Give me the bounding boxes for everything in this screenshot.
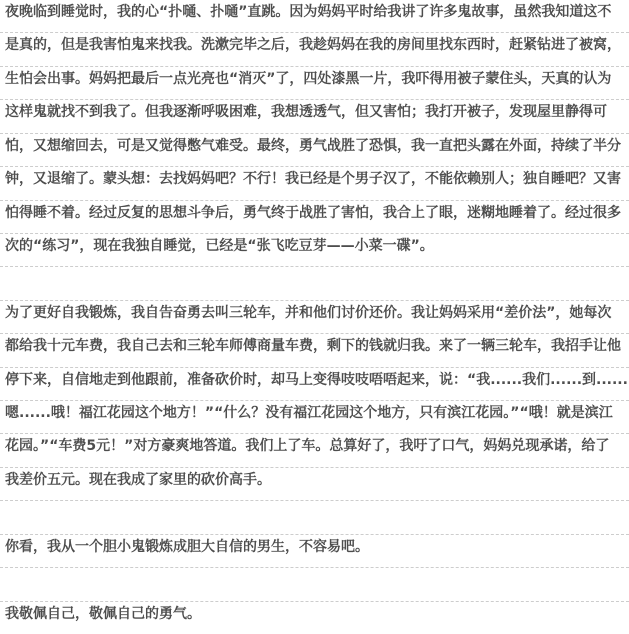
text-line: 怕，又想缩回去，可是又觉得憋气难受。最终，勇气战胜了恐惧，我一直把头露在外面，持续了半分	[0, 134, 629, 167]
text-line: 是真的，但是我害怕鬼来找我。洗漱完毕之后，我趁妈妈在我的房间里找东西时，赶紧钻进了被窝，	[0, 33, 629, 66]
paragraph-gap	[0, 568, 629, 601]
text-line: 怕得睡不着。经过反复的思想斗争后，勇气终于战胜了害怕，我合上了眼，迷糊地睡着了。经过很多	[0, 201, 629, 234]
paragraph-gap	[0, 267, 629, 300]
text-line: 次的“练习”，现在我独自睡觉，已经是“张飞吃豆芽——小菜一碟”。	[0, 234, 629, 267]
text-line: 我差价五元。现在我成了家里的砍价高手。	[0, 468, 629, 501]
text-line: 为了更好自我锻炼，我自告奋勇去叫三轮车，并和他们讨价还价。我让妈妈采用“差价法”，她每次	[0, 301, 629, 334]
text-line: 生怕会出事。妈妈把最后一点光亮也“消灭”了，四处漆黑一片，我吓得用被子蒙住头，天真的认为	[0, 67, 629, 100]
text-line: 嗯......哦！福江花园这个地方！”“什么？没有福江花园这个地方，只有滨江花园。”“哦！就是滨江	[0, 401, 629, 434]
text-line: 夜晚临到睡觉时，我的心“扑嗵、扑嗵”直跳。因为妈妈平时给我讲了许多鬼故事，虽然我知道这不	[0, 0, 629, 33]
text-line: 钟，又退缩了。蒙头想：去找妈妈吧？不行！我已经是个男子汉了，不能依赖别人；独自睡吧？又害	[0, 167, 629, 200]
text-line: 花园。”“车费5元！”对方豪爽地答道。我们上了车。总算好了，我吁了口气，妈妈兑现承诺，给了	[0, 434, 629, 467]
text-line: 停下来，自信地走到他跟前，准备砍价时，却马上变得吱吱唔唔起来，说：“我......我们......到......	[0, 368, 629, 401]
text-line: 我敬佩自己，敬佩自己的勇气。	[5, 605, 201, 622]
text-line: 这样鬼就找不到我了。但我逐渐呼吸困难，我想透透气，但又害怕；我打开被子，发现屋里静得可	[0, 100, 629, 133]
text-line: 都给我十元车费，我自己去和三轮车师傅商量车费，剩下的钱就归我。来了一辆三轮车，我招手让他	[0, 334, 629, 367]
text-line: 你看，我从一个胆小鬼锻炼成胆大自信的男生，不容易吧。	[0, 535, 629, 568]
paragraph-gap	[0, 501, 629, 534]
